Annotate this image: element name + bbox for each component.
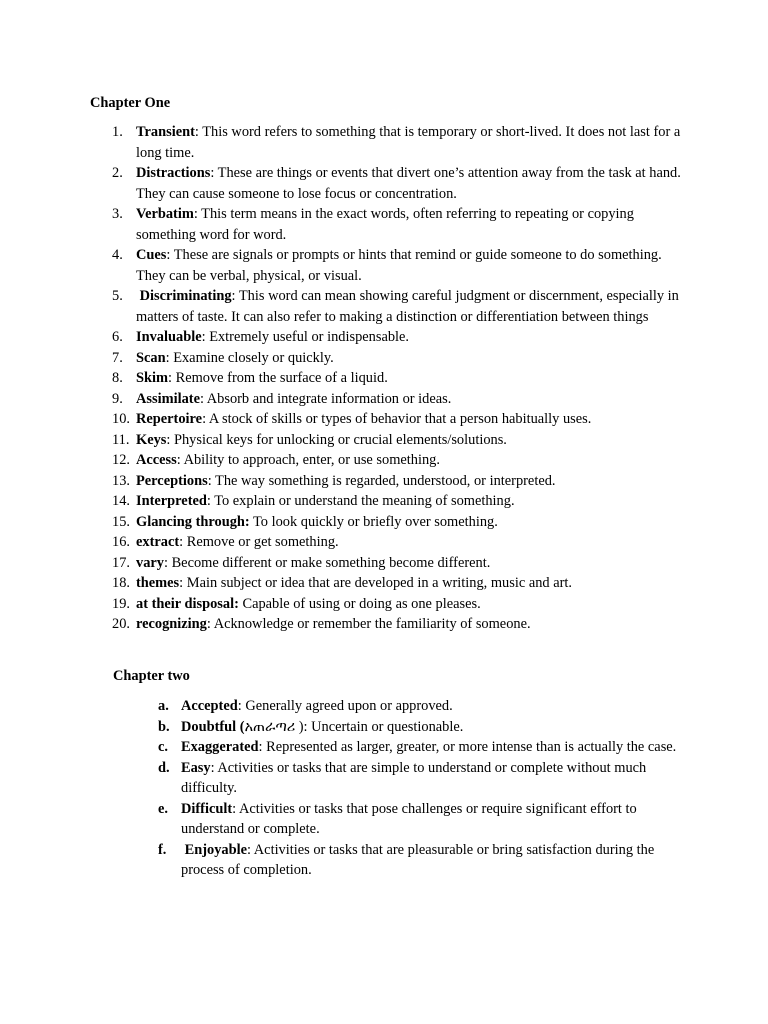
term: Enjoyable: [184, 841, 247, 858]
chapter-two-list: [158, 696, 688, 881]
definition: : Remove from the surface of a liquid.: [168, 370, 388, 386]
list-item: [112, 553, 682, 574]
term: recognizing: [136, 616, 207, 632]
definition: : Ability to approach, enter, or use something.: [176, 452, 440, 468]
chapter-one-heading: Chapter One: [90, 95, 171, 111]
term: Assimilate: [136, 390, 200, 407]
list-item: [112, 389, 682, 410]
definition: አጠራጣሪ ): Uncertain or questionable.: [244, 718, 464, 735]
item-number: 14.: [112, 493, 130, 509]
term: Scan: [136, 349, 166, 366]
list-item: [112, 122, 682, 163]
item-number: 8.: [112, 370, 123, 386]
definition: : This term means in the exact words, often referring to repeating or copying something word for word.: [136, 206, 634, 243]
item-number: 12.: [112, 452, 130, 468]
term: Repertoire: [136, 411, 203, 427]
term: Exaggerated: [181, 739, 259, 755]
list-item: [112, 450, 682, 471]
item-number: 20.: [112, 616, 130, 632]
term: Accepted: [181, 698, 238, 714]
term: Difficult: [181, 800, 233, 817]
definition: : This word can mean showing careful judgment or discernment, especially in matters of taste. It can also refer to making a distinction or differentiation between things: [136, 288, 679, 325]
term: Skim: [136, 370, 168, 386]
list-item: [112, 430, 682, 451]
list-item: [112, 204, 682, 245]
term: Perceptions: [136, 472, 208, 489]
definition: : Examine closely or quickly.: [165, 349, 334, 366]
definition: : A stock of skills or types of behavior that a person habitually uses.: [202, 411, 592, 427]
list-item: [112, 471, 682, 492]
list-item: [112, 573, 682, 594]
list-item: [112, 348, 682, 369]
list-item: [112, 594, 682, 615]
list-item: [112, 327, 682, 348]
definition: : Absorb and integrate information or ideas.: [199, 390, 452, 407]
chapter-two-heading: Chapter two: [113, 668, 190, 684]
definition: : Main subject or idea that are developed in a writing, music and art.: [179, 575, 572, 591]
definition: : Remove or get something.: [179, 534, 339, 550]
item-number: 10.: [112, 411, 130, 427]
definition: Capable of using or doing as one pleases.: [238, 595, 481, 612]
term: Invaluable: [136, 329, 202, 345]
list-item: [112, 532, 682, 553]
term: at their disposal:: [136, 595, 239, 612]
item-number: 19.: [112, 595, 130, 612]
list-item: [112, 163, 682, 204]
item-letter: c.: [158, 739, 168, 755]
term: themes: [136, 575, 180, 591]
item-number: 1.: [112, 124, 123, 140]
definition: : Become different or make something become different.: [163, 554, 491, 571]
list-item: [112, 512, 682, 533]
list-item: [112, 245, 682, 286]
term: Easy: [181, 759, 211, 776]
list-item: [112, 491, 682, 512]
chapter-one-list: [112, 122, 682, 635]
list-item: [112, 368, 682, 389]
list-item: [158, 737, 688, 758]
item-letter: b.: [158, 718, 170, 735]
term: Cues: [136, 247, 167, 263]
term: Interpreted: [136, 493, 207, 509]
item-letter: a.: [158, 698, 169, 714]
definition: : These are things or events that divert one’s attention away from the task at hand. They can cause someone to lose focus or concentration.: [136, 165, 681, 202]
item-number: 17.: [112, 554, 130, 571]
definition: : This word refers to something that is temporary or short-lived. It does not last for a long time.: [136, 124, 681, 161]
definition: : Extremely useful or indispensable.: [201, 329, 410, 345]
term: Verbatim: [136, 206, 194, 222]
list-item: [112, 409, 682, 430]
definition: : Represented as larger, greater, or more intense than is actually the case.: [258, 739, 677, 755]
list-item: [158, 840, 688, 881]
term: Glancing through:: [136, 513, 250, 530]
list-item: [158, 758, 688, 799]
item-number: 13.: [112, 472, 130, 489]
definition: To look quickly or briefly over something.: [249, 513, 498, 530]
definition: : Physical keys for unlocking or crucial elements/solutions.: [166, 431, 507, 448]
item-number: 3.: [112, 206, 123, 222]
term: Discriminating: [139, 288, 232, 304]
term: Doubtful (: [181, 718, 245, 735]
item-letter: f.: [158, 841, 167, 858]
term: Transient: [136, 124, 195, 140]
term: Access: [136, 452, 177, 468]
item-number: 2.: [112, 165, 123, 181]
item-letter: e.: [158, 800, 168, 817]
item-number: 11.: [112, 431, 130, 448]
item-number: 16.: [112, 534, 130, 550]
term: extract: [136, 534, 180, 550]
item-letter: d.: [158, 759, 170, 776]
item-number: 7.: [112, 349, 123, 366]
definition: : The way something is regarded, understood, or interpreted.: [207, 472, 556, 489]
definition: : Activities or tasks that pose challenges or require significant effort to understand or complete.: [181, 800, 637, 837]
item-number: 5.: [112, 288, 123, 304]
item-number: 15.: [112, 513, 130, 530]
definition: : Activities or tasks that are simple to understand or complete without much difficulty.: [181, 759, 647, 796]
term: vary: [136, 554, 164, 571]
item-number: 4.: [112, 247, 123, 263]
definition: : Activities or tasks that are pleasurable or bring satisfaction during the process of completion.: [181, 841, 655, 878]
list-item: [112, 286, 682, 327]
item-number: 18.: [112, 575, 130, 591]
list-item: [158, 696, 688, 717]
item-number: 6.: [112, 329, 123, 345]
item-number: 9.: [112, 390, 123, 407]
term: Distractions: [136, 165, 211, 181]
definition: : Generally agreed upon or approved.: [237, 698, 453, 714]
list-item: [158, 717, 688, 738]
term: Keys: [136, 431, 167, 448]
definition: : Acknowledge or remember the familiarity of someone.: [206, 616, 531, 632]
definition: : These are signals or prompts or hints that remind or guide someone to do something. They can be verbal, physical, or visual.: [136, 247, 662, 284]
list-item: [158, 799, 688, 840]
definition: : To explain or understand the meaning of something.: [206, 493, 515, 509]
list-item: [112, 614, 682, 635]
